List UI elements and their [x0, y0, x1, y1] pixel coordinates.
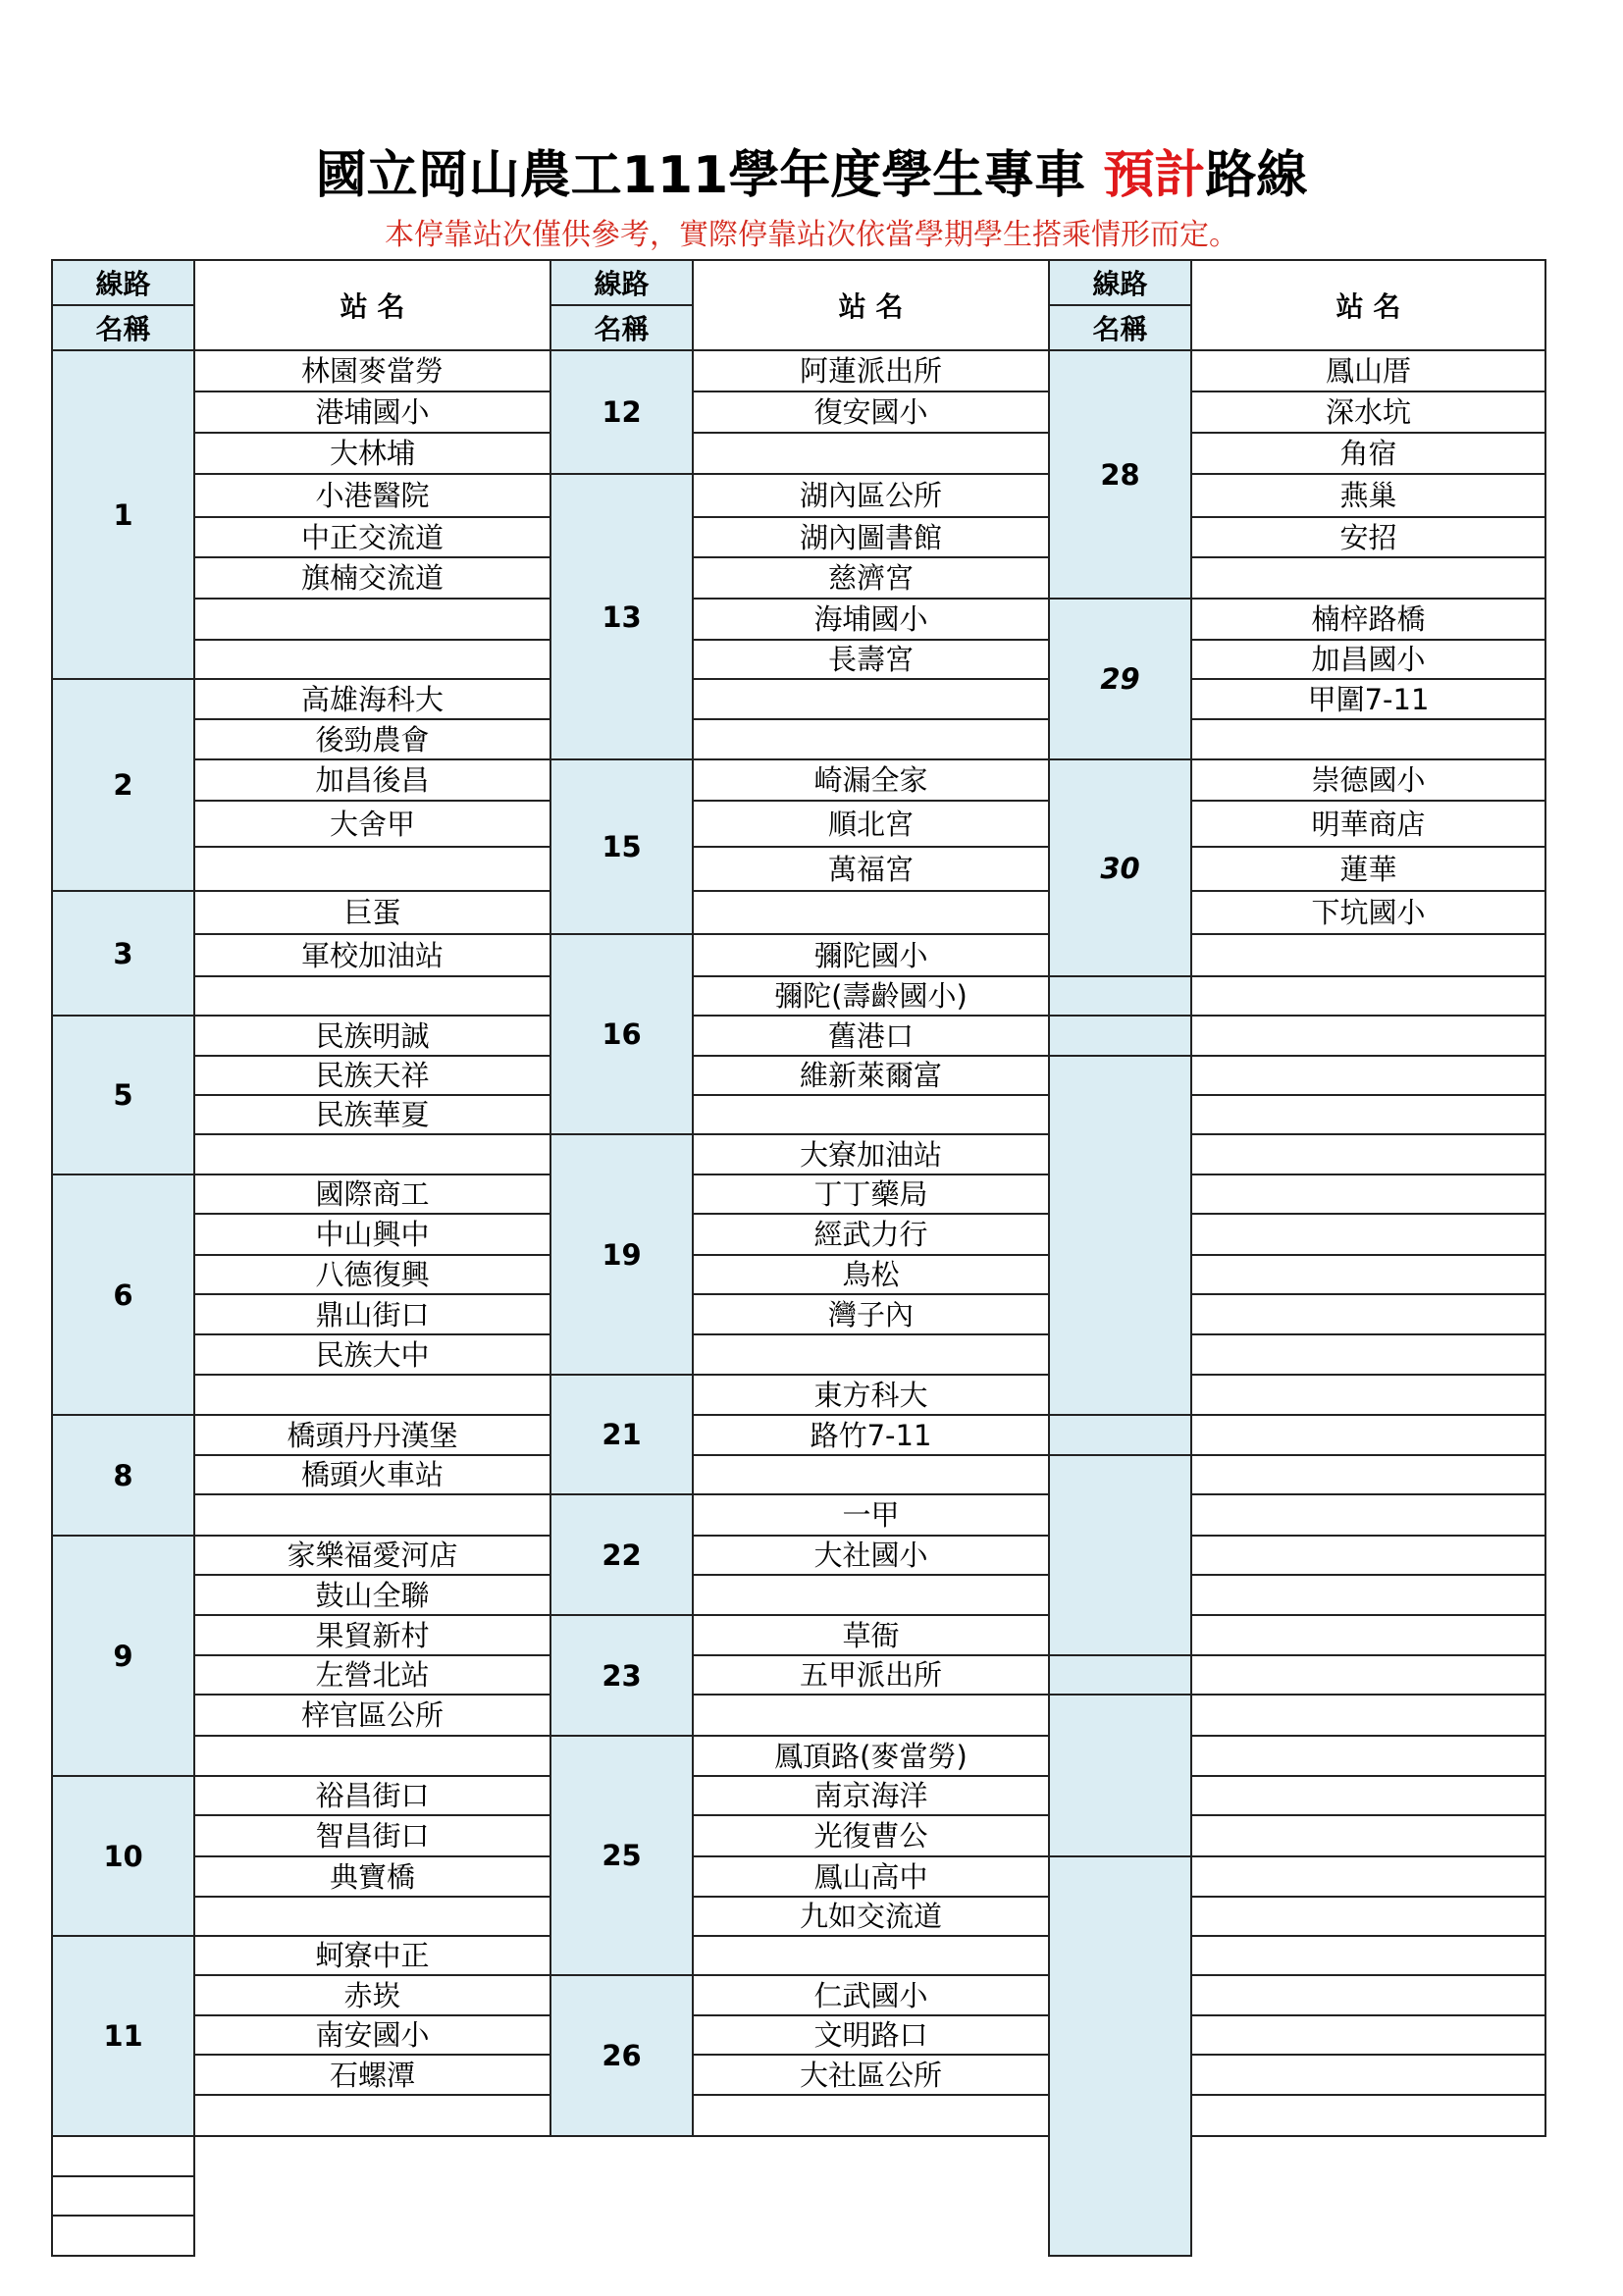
- station-cell: 楠梓路橋: [1191, 599, 1545, 640]
- station-cell: 巨蛋: [194, 891, 550, 934]
- station-cell: 蓮華: [1191, 847, 1545, 891]
- station-cell: 海埔國小: [693, 599, 1049, 640]
- station-cell: [693, 2095, 1049, 2136]
- station-cell: [693, 1095, 1049, 1134]
- station-cell: 彌陀國小: [693, 934, 1049, 976]
- station-header: 站 名: [693, 260, 1049, 350]
- station-cell: [1191, 1897, 1545, 1936]
- station-cell: [1191, 1294, 1545, 1334]
- route-label: 26: [550, 1975, 693, 2136]
- station-cell: 南安國小: [194, 2015, 550, 2055]
- route-label: [1049, 1056, 1191, 1415]
- route-label: 15: [550, 759, 693, 934]
- table-row: [52, 1056, 1545, 1095]
- station-cell: [52, 2216, 194, 2256]
- title-main: 國立岡山農工111學年度學生專車: [315, 146, 1104, 205]
- table-row: [52, 2216, 1545, 2256]
- station-cell: [1191, 1776, 1545, 1815]
- table-row: [52, 1897, 1545, 1936]
- station-cell: [1191, 1736, 1545, 1776]
- station-cell: [194, 976, 550, 1016]
- station-cell: [693, 679, 1049, 719]
- route-label: 1: [52, 350, 194, 679]
- station-cell: 國際商工: [194, 1174, 550, 1214]
- station-cell: 中山興中: [194, 1214, 550, 1255]
- station-cell: 八德復興: [194, 1255, 550, 1294]
- route-header-top: 線路: [550, 260, 693, 305]
- route-header-bottom: 名稱: [1049, 305, 1191, 350]
- station-cell: [194, 1375, 550, 1415]
- route-label: 10: [52, 1776, 194, 1936]
- station-cell: [1191, 2095, 1545, 2136]
- route-label: 16: [550, 934, 693, 1134]
- station-cell: 旗楠交流道: [194, 557, 550, 599]
- station-cell: [194, 599, 550, 640]
- station-cell: 長壽宮: [693, 640, 1049, 679]
- route-label: 28: [1049, 350, 1191, 599]
- route-table: [51, 259, 1546, 2296]
- table-row: [52, 2256, 1545, 2296]
- station-cell: [1191, 1695, 1545, 1736]
- station-cell: [194, 1736, 550, 1776]
- station-cell: [1191, 1056, 1545, 1095]
- station-cell: [1191, 1575, 1545, 1615]
- station-cell: 智昌街口: [194, 1815, 550, 1856]
- station-cell: 湖內圖書館: [693, 517, 1049, 557]
- route-label: 11: [52, 1936, 194, 2136]
- route-header-top: 線路: [52, 260, 194, 305]
- station-cell: 九如交流道: [693, 1897, 1049, 1936]
- station-cell: [194, 1897, 550, 1936]
- station-cell: 民族華夏: [194, 1095, 550, 1134]
- station-cell: [1191, 1174, 1545, 1214]
- table-row: [52, 1134, 1545, 1174]
- table-row: [52, 934, 1545, 976]
- station-cell: 湖內區公所: [693, 474, 1049, 517]
- station-cell: 民族天祥: [194, 1056, 550, 1095]
- station-cell: [1191, 1856, 1545, 1897]
- table-row: [52, 1016, 1545, 1056]
- route-label: 30: [1049, 759, 1191, 976]
- station-cell: [693, 1334, 1049, 1375]
- station-cell: 加昌後昌: [194, 759, 550, 801]
- station-cell: [1191, 1016, 1545, 1056]
- route-header-bottom: 名稱: [550, 305, 693, 350]
- page-title: [0, 143, 1623, 208]
- station-cell: 維新萊爾富: [693, 1056, 1049, 1095]
- station-cell: [52, 2136, 194, 2176]
- table-row: [52, 1575, 1545, 1615]
- station-cell: [1191, 1415, 1545, 1455]
- route-label: 3: [52, 891, 194, 1016]
- station-cell: [693, 1455, 1049, 1494]
- station-cell: [1191, 1334, 1545, 1375]
- station-cell: 大社區公所: [693, 2055, 1049, 2095]
- station-cell: [194, 640, 550, 679]
- table-row: [52, 2015, 1545, 2055]
- table-row: [52, 679, 1545, 719]
- station-cell: [1191, 1095, 1545, 1134]
- table-row: [52, 2176, 1545, 2216]
- station-cell: [1191, 1536, 1545, 1575]
- station-cell: [693, 433, 1049, 474]
- station-cell: [693, 1936, 1049, 1975]
- station-cell: 大寮加油站: [693, 1134, 1049, 1174]
- table-row: [52, 2095, 1545, 2136]
- station-cell: 蚵寮中正: [194, 1936, 550, 1975]
- table-row: [52, 391, 1545, 433]
- station-cell: 光復曹公: [693, 1815, 1049, 1856]
- station-cell: [1191, 1375, 1545, 1415]
- route-label: 6: [52, 1174, 194, 1415]
- station-cell: [1191, 2055, 1545, 2095]
- station-cell: 梓官區公所: [194, 1695, 550, 1736]
- station-cell: [1191, 976, 1545, 1016]
- station-cell: [194, 847, 550, 891]
- station-cell: 林園麥當勞: [194, 350, 550, 391]
- station-cell: 甲圍7-11: [1191, 679, 1545, 719]
- station-cell: 典寶橋: [194, 1856, 550, 1897]
- station-cell: 安招: [1191, 517, 1545, 557]
- table-row: [52, 557, 1545, 599]
- table-row: [52, 1695, 1545, 1736]
- table-row: [52, 976, 1545, 1016]
- station-cell: 石螺潭: [194, 2055, 550, 2095]
- table-row: [52, 1415, 1545, 1455]
- table-row: [52, 1776, 1545, 1815]
- route-label: 25: [550, 1736, 693, 1975]
- route-table-body: [52, 350, 1545, 2296]
- table-row: [52, 1975, 1545, 2015]
- station-cell: 鼎山街口: [194, 1294, 550, 1334]
- station-cell: [1191, 1655, 1545, 1695]
- station-cell: [1191, 1214, 1545, 1255]
- station-cell: 明華商店: [1191, 801, 1545, 847]
- station-cell: 慈濟宮: [693, 557, 1049, 599]
- table-row: [52, 1936, 1545, 1975]
- table-row: [52, 719, 1545, 759]
- station-cell: 萬福宮: [693, 847, 1049, 891]
- table-row: [52, 1615, 1545, 1655]
- table-row: [52, 2136, 1545, 2176]
- station-cell: 港埔國小: [194, 391, 550, 433]
- station-cell: [1191, 557, 1545, 599]
- station-cell: 文明路口: [693, 2015, 1049, 2055]
- table-row: [52, 847, 1545, 891]
- station-cell: 家樂福愛河店: [194, 1536, 550, 1575]
- table-row: [52, 1294, 1545, 1334]
- station-cell: [52, 2176, 194, 2216]
- station-cell: 路竹7-11: [693, 1415, 1049, 1455]
- page-subtitle: 本停靠站次僅供參考，實際停靠站次依當學期學生搭乘情形而定。: [385, 218, 1238, 252]
- table-row: [52, 350, 1545, 391]
- station-cell: [194, 2095, 550, 2136]
- station-cell: 崎漏全家: [693, 759, 1049, 801]
- station-cell: 丁丁藥局: [693, 1174, 1049, 1214]
- table-row: [52, 759, 1545, 801]
- station-cell: 復安國小: [693, 391, 1049, 433]
- table-row: [52, 474, 1545, 517]
- station-cell: 鳳頂路(麥當勞): [693, 1736, 1049, 1776]
- station-cell: 南京海洋: [693, 1776, 1049, 1815]
- route-label: 21: [550, 1375, 693, 1494]
- route-label: 13: [550, 474, 693, 759]
- route-label: 5: [52, 1016, 194, 1174]
- table-row: [52, 1536, 1545, 1575]
- station-cell: [1191, 1255, 1545, 1294]
- route-label: [1049, 1016, 1191, 1056]
- station-cell: 小港醫院: [194, 474, 550, 517]
- station-cell: [693, 1695, 1049, 1736]
- table-row: [52, 1255, 1545, 1294]
- station-cell: 裕昌街口: [194, 1776, 550, 1815]
- table-row: [52, 1334, 1545, 1375]
- route-label: 12: [550, 350, 693, 474]
- station-cell: 舊港口: [693, 1016, 1049, 1056]
- route-label: [1049, 976, 1191, 1016]
- station-cell: 鳳山厝: [1191, 350, 1545, 391]
- station-cell: 加昌國小: [1191, 640, 1545, 679]
- station-cell: 民族大中: [194, 1334, 550, 1375]
- route-label: 23: [550, 1615, 693, 1736]
- station-cell: [1191, 934, 1545, 976]
- table-row: [52, 1815, 1545, 1856]
- route-label: [1049, 1415, 1191, 1455]
- station-cell: [1191, 1815, 1545, 1856]
- route-label: [1049, 1455, 1191, 1655]
- station-cell: 鳥松: [693, 1255, 1049, 1294]
- route-label: 9: [52, 1536, 194, 1776]
- station-cell: [194, 1494, 550, 1536]
- station-cell: [1191, 719, 1545, 759]
- table-row: [52, 1455, 1545, 1494]
- station-cell: 大社國小: [693, 1536, 1049, 1575]
- station-cell: 大林埔: [194, 433, 550, 474]
- table-row: [52, 1375, 1545, 1415]
- table-row: [52, 1095, 1545, 1134]
- table-row: [52, 1856, 1545, 1897]
- route-label: 2: [52, 679, 194, 891]
- station-cell: 崇德國小: [1191, 759, 1545, 801]
- station-cell: 東方科大: [693, 1375, 1049, 1415]
- station-cell: [1191, 1455, 1545, 1494]
- station-cell: 仁武國小: [693, 1975, 1049, 2015]
- station-cell: 經武力行: [693, 1214, 1049, 1255]
- station-cell: 草衙: [693, 1615, 1049, 1655]
- station-cell: [693, 719, 1049, 759]
- station-cell: 軍校加油站: [194, 934, 550, 976]
- table-row: [52, 599, 1545, 640]
- station-cell: 阿蓮派出所: [693, 350, 1049, 391]
- station-cell: 民族明誠: [194, 1016, 550, 1056]
- station-cell: [1191, 1936, 1545, 1975]
- title-tail: 路線: [1205, 146, 1308, 205]
- route-label: 8: [52, 1415, 194, 1536]
- station-cell: 高雄海科大: [194, 679, 550, 719]
- route-label: 22: [550, 1494, 693, 1615]
- table-row: [52, 1494, 1545, 1536]
- table-row: [52, 640, 1545, 679]
- table-row: [52, 433, 1545, 474]
- station-cell: 下坑國小: [1191, 891, 1545, 934]
- station-cell: 灣子內: [693, 1294, 1049, 1334]
- station-cell: [1191, 1975, 1545, 2015]
- route-label: [1049, 1695, 1191, 1856]
- title-highlight: 預計: [1103, 146, 1206, 205]
- station-header: 站 名: [1191, 260, 1545, 350]
- station-cell: 燕巢: [1191, 474, 1545, 517]
- station-cell: 後勁農會: [194, 719, 550, 759]
- station-cell: 左營北站: [194, 1655, 550, 1695]
- station-cell: 橋頭丹丹漢堡: [194, 1415, 550, 1455]
- station-cell: [1191, 1134, 1545, 1174]
- station-cell: [1191, 1494, 1545, 1536]
- station-cell: [194, 1134, 550, 1174]
- station-cell: 赤崁: [194, 1975, 550, 2015]
- table-row: [52, 1736, 1545, 1776]
- station-cell: 順北宮: [693, 801, 1049, 847]
- route-label: 19: [550, 1134, 693, 1375]
- station-cell: 鼓山全聯: [194, 1575, 550, 1615]
- station-cell: 一甲: [693, 1494, 1049, 1536]
- table-row: [52, 517, 1545, 557]
- table-row: [52, 1655, 1545, 1695]
- station-cell: 深水坑: [1191, 391, 1545, 433]
- route-label: [1049, 1856, 1191, 2256]
- table-row: [52, 1174, 1545, 1214]
- station-cell: [1191, 1615, 1545, 1655]
- station-cell: 彌陀(壽齡國小): [693, 976, 1049, 1016]
- station-cell: 角宿: [1191, 433, 1545, 474]
- table-row: [52, 801, 1545, 847]
- station-cell: 鳳山高中: [693, 1856, 1049, 1897]
- station-cell: 果貿新村: [194, 1615, 550, 1655]
- route-label: 29: [1049, 599, 1191, 759]
- station-cell: [693, 891, 1049, 934]
- station-cell: 中正交流道: [194, 517, 550, 557]
- station-cell: [693, 1575, 1049, 1615]
- route-header-top: 線路: [1049, 260, 1191, 305]
- table-row: [52, 2055, 1545, 2095]
- table-row: [52, 1214, 1545, 1255]
- table-row: [52, 891, 1545, 934]
- station-cell: 橋頭火車站: [194, 1455, 550, 1494]
- station-cell: 五甲派出所: [693, 1655, 1049, 1695]
- station-cell: 大舍甲: [194, 801, 550, 847]
- route-header-bottom: 名稱: [52, 305, 194, 350]
- station-cell: [1191, 2015, 1545, 2055]
- station-header: 站 名: [194, 260, 550, 350]
- route-label: [1049, 1655, 1191, 1695]
